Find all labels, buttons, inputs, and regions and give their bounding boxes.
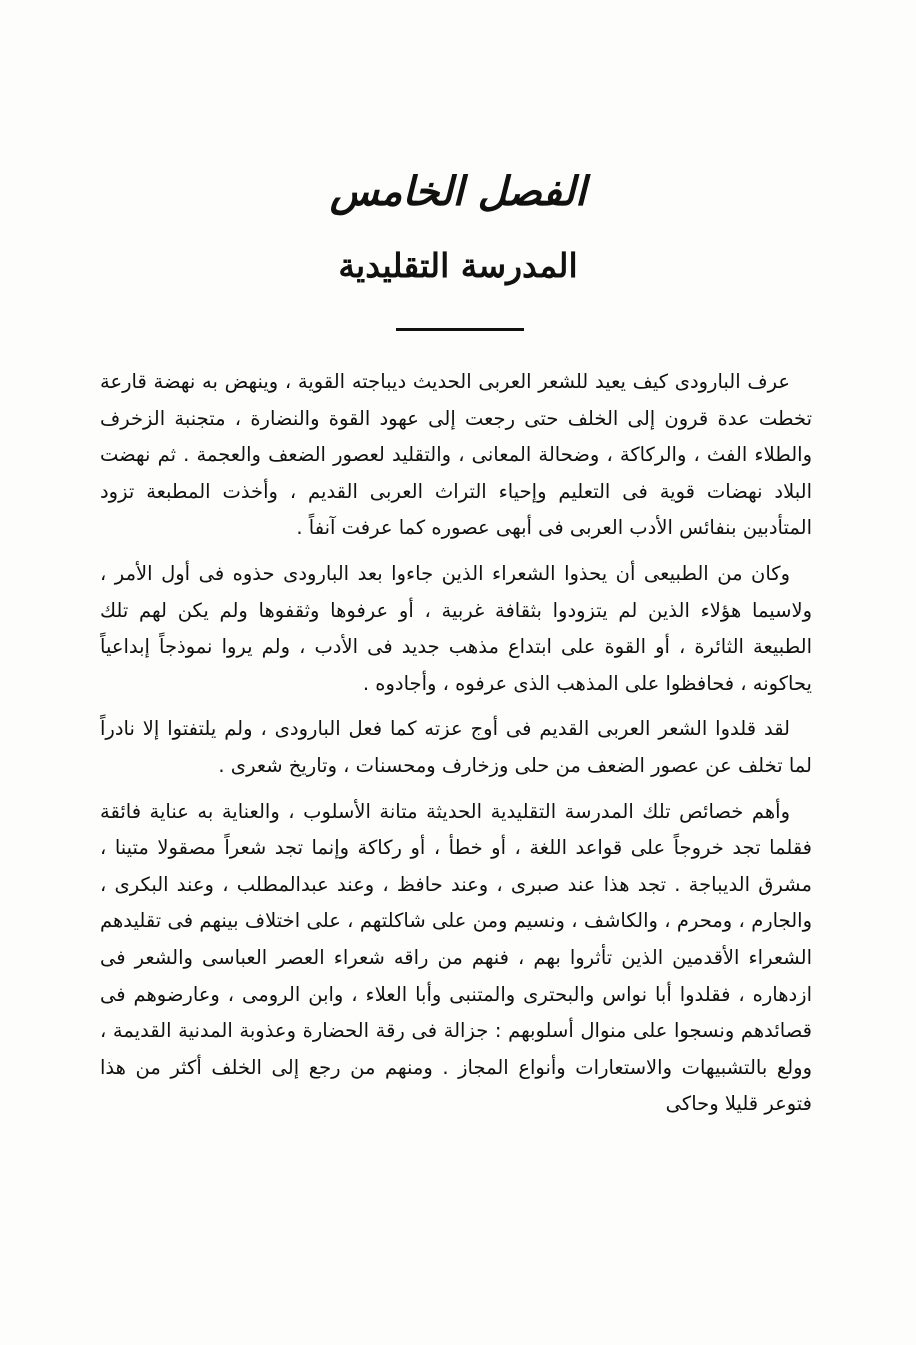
chapter-title: الفصل الخامس	[329, 168, 587, 215]
paragraph-1: عرف البارودى كيف يعيد للشعر العربى الحديث ديباجته القوية ، وينهض به نهضة قارعة تخطت عدة قرون إلى الخلف حتى رجعت إلى عهود القوة والنضارة ، متجنبة الزخرف والطلاء الفث ، والركاكة ، وضحالة المعانى ، والتقليد لعصور الضعف والعجمة . ثم نهضت البلاد نهضات قوية فى التعليم وإحياء التراث العربى القديم ، وأخذت المطبعة تزود المتأدبين بنفائس الأدب العربى فى أبهى عصوره كما عرفت آنفاً .	[100, 370, 812, 540]
paragraph-2: وكان من الطبيعى أن يحذوا الشعراء الذين جاءوا بعد البارودى حذوه فى أول الأمر ، ولاسيما هؤلاء الذين لم يتزودوا بثقافة غربية ، أو عرفوها وثقفوها ولم يكن لهم تلك الطبيعة الثائرة ، أو القوة على ابتداع مذهب جديد فى الأدب ، ولم يروا نموذجاً إبداعياً يحاكونه ، فحافظوا على المذهب الذى عرفوه ، وأجادوه .	[100, 561, 812, 695]
title-divider	[396, 328, 524, 331]
paragraph-3: لقد قلدوا الشعر العربى القديم فى أوج عزته كما فعل البارودى ، ولم يلتفتوا إلا نادراً لما تخلف عن عصور الضعف من حلى وزخارف ومحسنات ، وتاريخ شعرى .	[100, 717, 812, 777]
body-text	[100, 364, 812, 1123]
paragraph-4: وأهم خصائص تلك المدرسة التقليدية الحديثة متانة الأسلوب ، والعناية به عناية فائقة فقلما تجد خروجاً على قواعد اللغة ، أو خطأ ، أو ركاكة وإنما تجد شعراً مصقولا متينا ، مشرق الديباجة . تجد هذا عند صبرى ، وعند حافظ ، وعند عبدالمطلب ، وعند البكرى ، والجارم ، ومحرم ، والكاشف ، ونسيم ومن على شاكلتهم ، على اختلاف بينهم فى تقليدهم الشعراء الأقدمين الذين تأثروا بهم ، فنهم من راقه شعراء العصر العباسى والشعر فى ازدهاره ، فقلدوا أبا نواس والبحترى والمتنبى وأبا العلاء ، وابن الرومى ، وعارضوهم فى قصائدهم ونسجوا على منوال أسلوبهم : جزالة فى رقة الحضارة وعذوبة المدنية القديمة ، وولع بالتشبيهات والاستعارات وأنواع المجاز . ومنهم من رجع إلى الخلف أكثر من هذا فتوعر قليلا وحاكى	[100, 799, 812, 1116]
section-title: المدرسة التقليدية	[338, 246, 578, 285]
